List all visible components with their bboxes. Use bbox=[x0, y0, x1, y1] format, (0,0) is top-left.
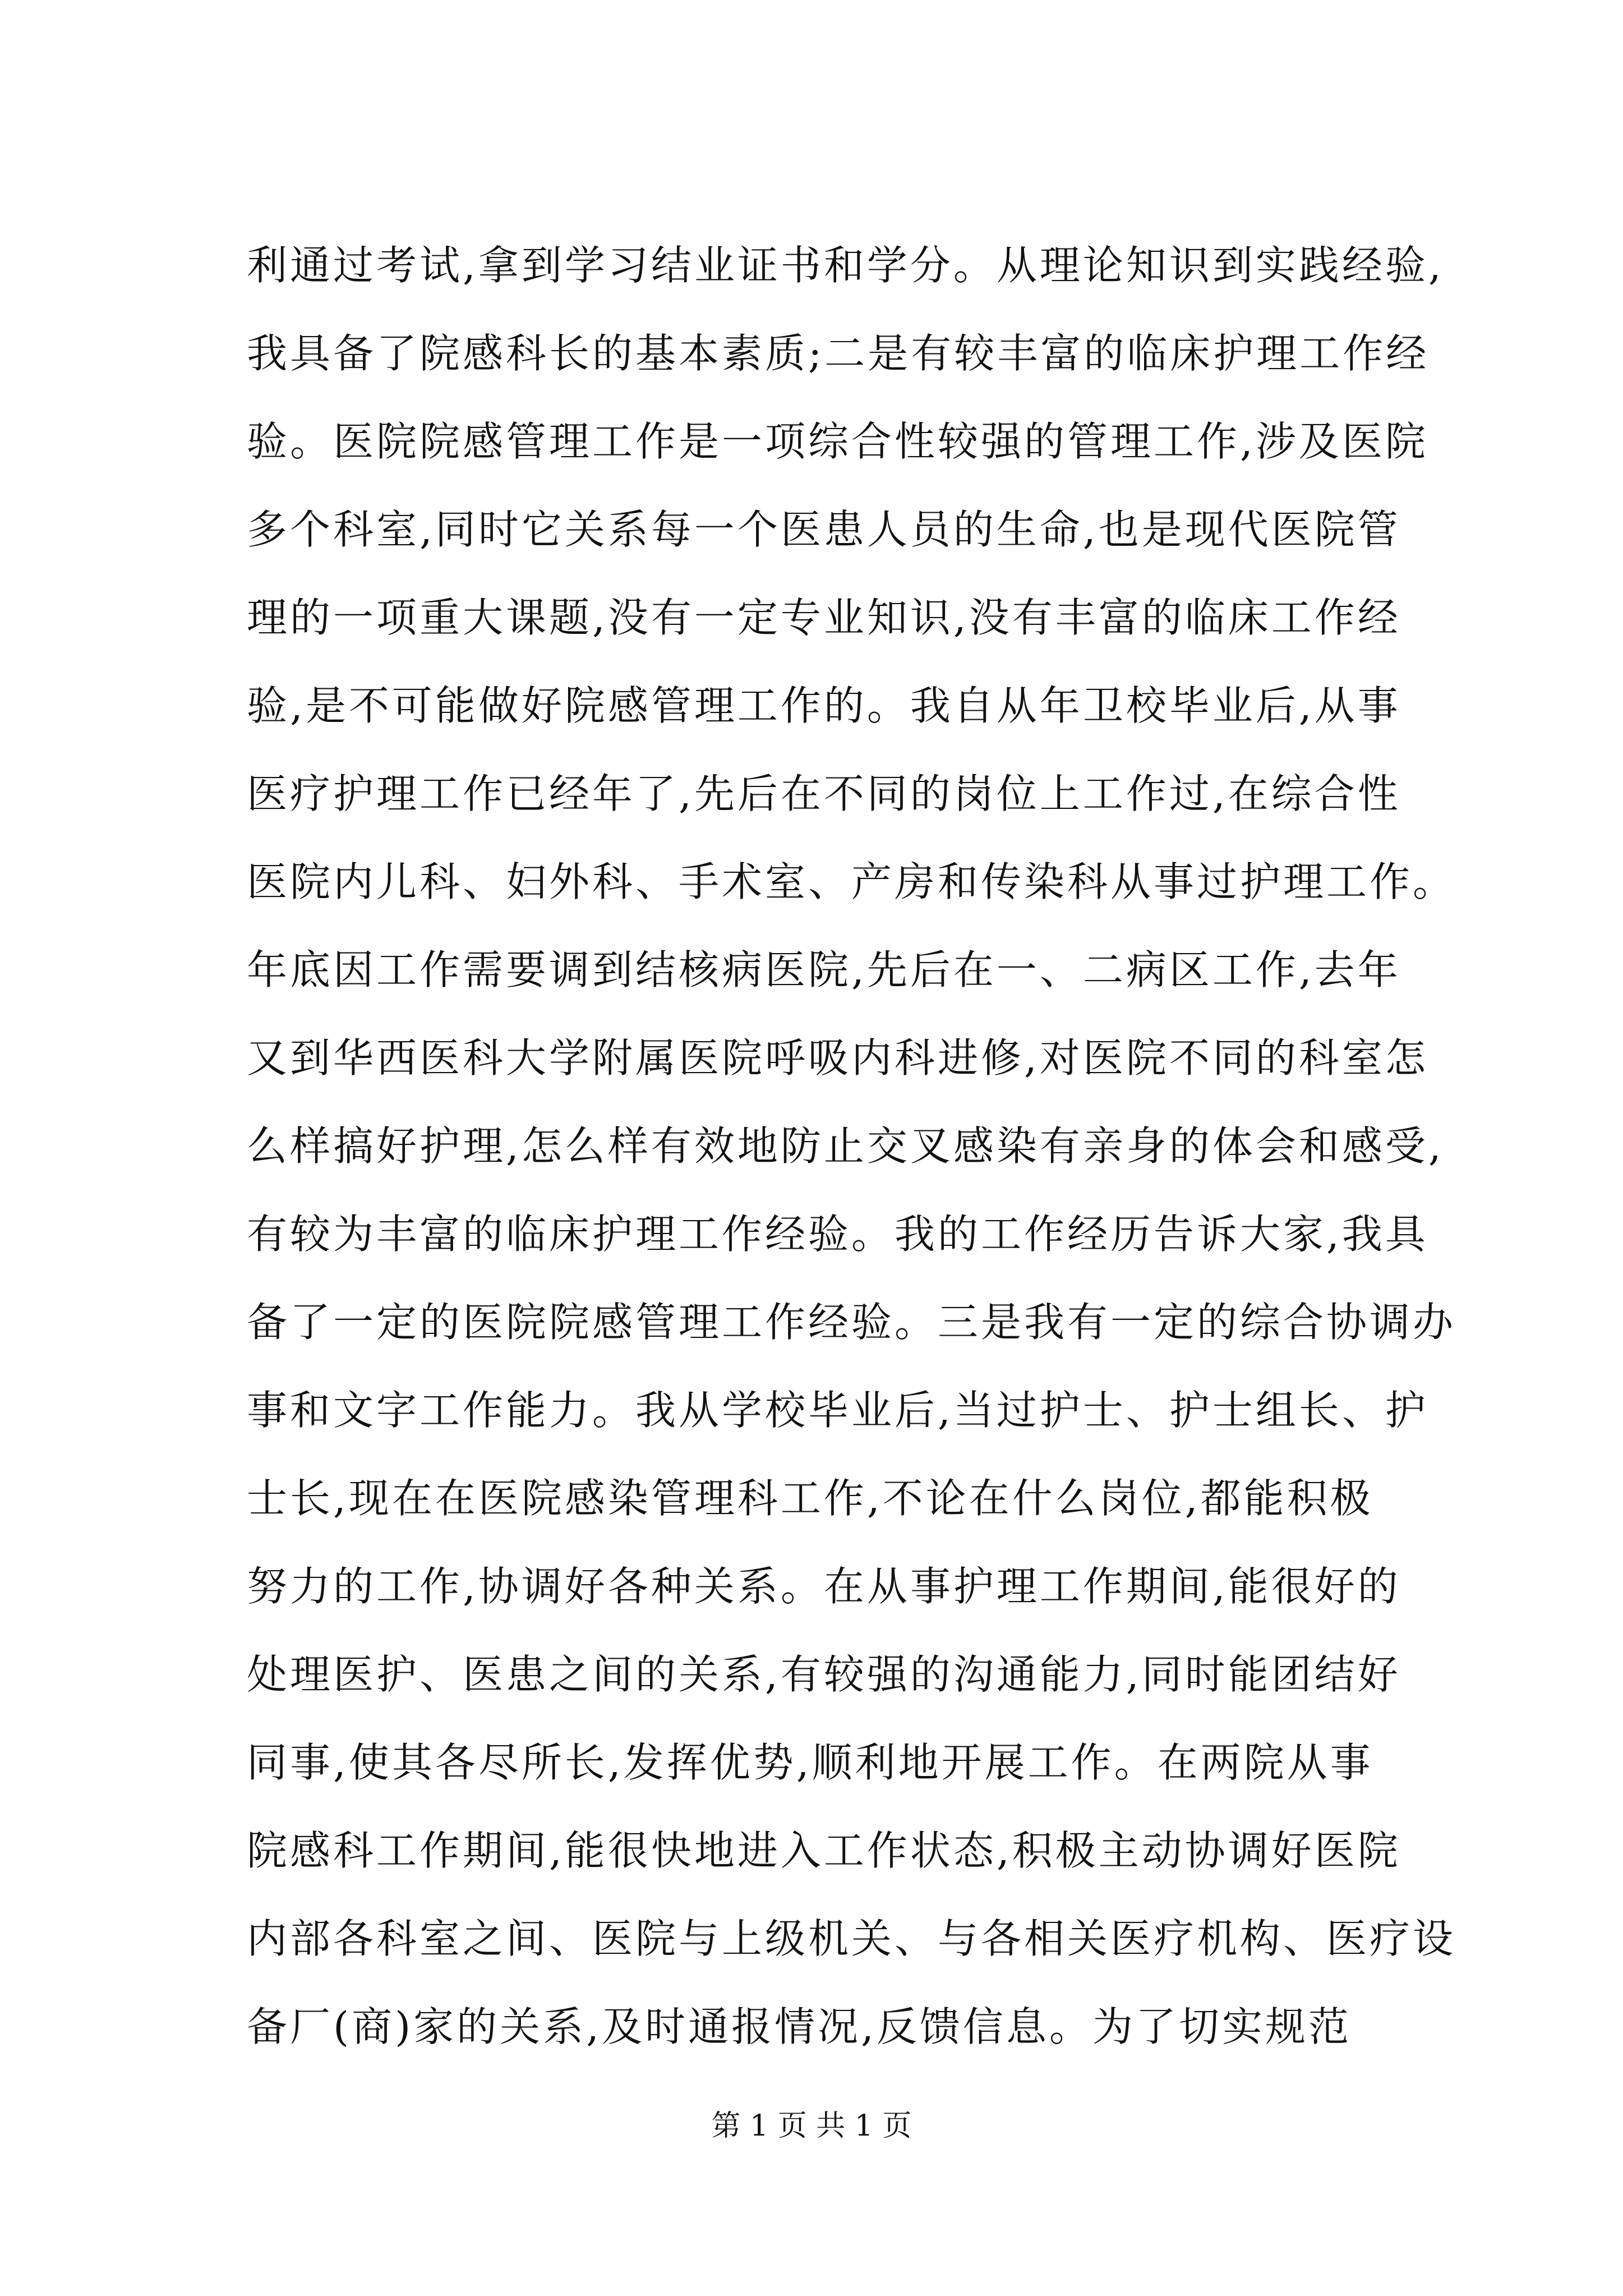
text-line: 么样搞好护理,怎么样有效地防止交叉感染有亲身的体会和感受, bbox=[247, 1122, 1444, 1170]
text-line: 有较为丰富的临床护理工作经验。我的工作经历告诉大家,我具 bbox=[247, 1211, 1428, 1258]
text-line: 理的一项重大课题,没有一定专业知识,没有丰富的临床工作经 bbox=[247, 594, 1401, 641]
text-line: 又到华西医科大学附属医院呼吸内科进修,对医院不同的科室怎 bbox=[247, 1034, 1428, 1082]
text-line: 同事,使其各尽所长,发挥优势,顺利地开展工作。在两院从事 bbox=[247, 1739, 1373, 1786]
text-line: 年底因工作需要调到结核病医院,先后在一、二病区工作,去年 bbox=[247, 946, 1401, 993]
text-line: 处理医护、医患之间的关系,有较强的沟通能力,同时能团结好 bbox=[247, 1651, 1401, 1698]
text-line: 验,是不可能做好院感管理工作的。我自从年卫校毕业后,从事 bbox=[247, 682, 1401, 729]
text-line: 医院内儿科、妇外科、手术室、产房和传染科从事过护理工作。 bbox=[247, 858, 1456, 905]
text-line: 备了一定的医院院感管理工作经验。三是我有一定的综合协调办 bbox=[247, 1299, 1456, 1346]
text-line: 医疗护理工作已经年了,先后在不同的岗位上工作过,在综合性 bbox=[247, 770, 1401, 817]
text-line: 内部各科室之间、医院与上级机关、与各相关医疗机构、医疗设 bbox=[247, 1915, 1456, 1962]
text-line: 事和文字工作能力。我从学校毕业后,当过护士、护士组长、护 bbox=[247, 1387, 1428, 1434]
page-footer: 第 1 页 共 1 页 bbox=[711, 2109, 912, 2143]
text-line: 院感科工作期间,能很快地进入工作状态,积极主动协调好医院 bbox=[247, 1827, 1401, 1874]
text-line: 验。医院院感管理工作是一项综合性较强的管理工作,涉及医院 bbox=[247, 418, 1428, 465]
text-line: 我具备了院感科长的基本素质;二是有较丰富的临床护理工作经 bbox=[247, 330, 1430, 377]
text-line: 士长,现在在医院感染管理科工作,不论在什么岗位,都能积极 bbox=[247, 1475, 1373, 1522]
text-line: 利通过考试,拿到学习结业证书和学分。从理论知识到实践经验, bbox=[247, 242, 1444, 289]
text-line: 备厂(商)家的关系,及时通报情况,反馈信息。为了切实规范 bbox=[247, 2003, 1352, 2050]
text-line: 多个科室,同时它关系每一个医患人员的生命,也是现代医院管 bbox=[247, 506, 1401, 553]
body-text bbox=[247, 222, 1456, 2071]
text-line: 努力的工作,协调好各种关系。在从事护理工作期间,能很好的 bbox=[247, 1563, 1401, 1610]
